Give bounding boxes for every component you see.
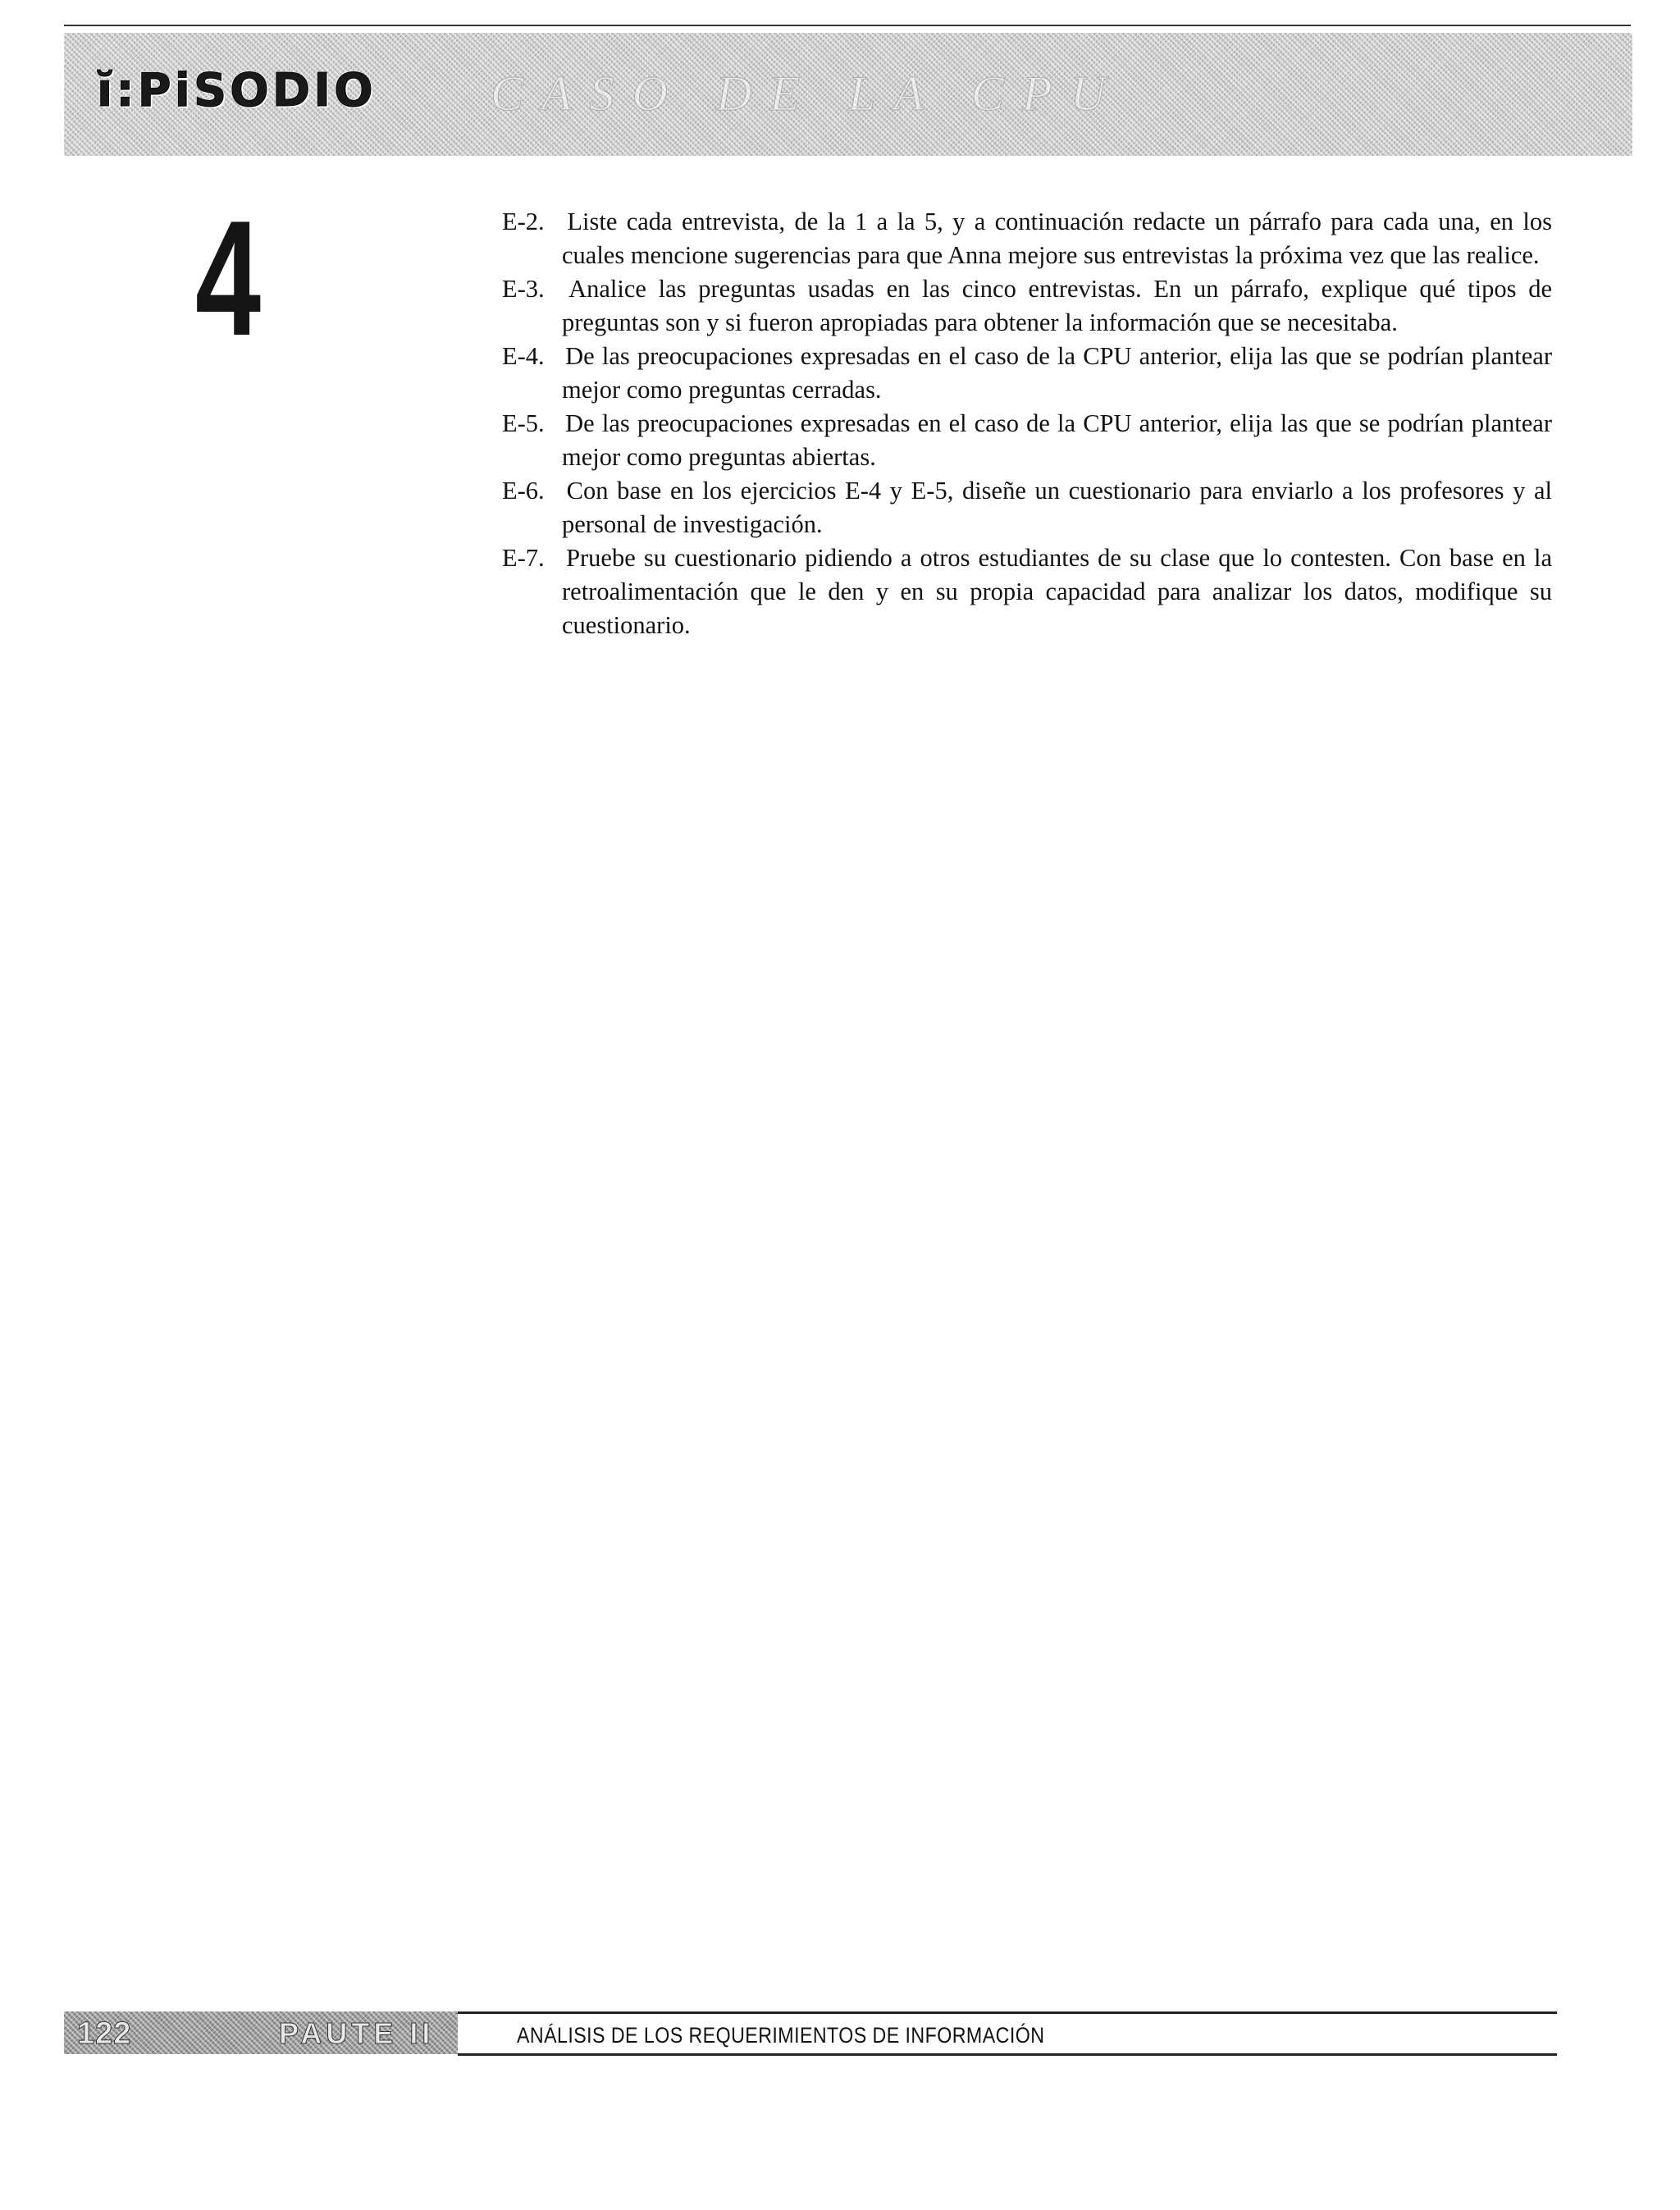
exercise-item [502, 541, 1552, 642]
exercise-code: E-7. [502, 544, 545, 572]
footer-section-title: ANÁLISIS DE LOS REQUERIMIENTOS DE INFORMACIÓN [517, 2023, 1045, 2048]
top-rule [64, 25, 1631, 26]
page-number: 122 [77, 2016, 132, 2051]
exercise-text: Pruebe su cuestionario pidiendo a otros estudiantes de su clase que lo contesten. Con base en la retroalimentación que le den y en su propia capacidad para analizar los datos, modifique su cuestionario. [562, 544, 1552, 639]
exercise-text: Analice las preguntas usadas en las cinco entrevistas. En un párrafo, explique qué tipos de preguntas son y si fueron apropiadas para obtener la información que se necesitaba. [562, 275, 1552, 336]
exercise-code: E-3. [502, 275, 545, 303]
exercise-text: Liste cada entrevista, de la 1 a la 5, y a continuación redacte un párrafo para cada una, en los cuales mencione sugerencias para que Anna mejore sus entrevistas la próxima vez que las realice. [562, 208, 1553, 269]
exercise-item [502, 340, 1552, 407]
exercise-list [502, 205, 1552, 642]
exercise-item [502, 407, 1552, 474]
footer-rule [458, 2011, 1557, 2014]
exercise-code: E-4. [502, 342, 545, 370]
exercise-code: E-2. [502, 208, 545, 235]
exercise-text: De las preocupaciones expresadas en el caso de la CPU anterior, elija las que se podrían plantear mejor como preguntas cerradas. [562, 342, 1553, 404]
episode-title: CASO DE LA CPU [491, 66, 1124, 121]
exercise-item [502, 272, 1552, 340]
episode-label: ĭ:PiSODIO [97, 64, 377, 117]
chapter-number: 4 [195, 187, 262, 370]
footer-band [64, 2011, 458, 2054]
part-label: PAUTE II [279, 2016, 435, 2050]
exercise-text: De las preocupaciones expresadas en el caso de la CPU anterior, elija las que se podrían plantear mejor como preguntas abiertas. [562, 409, 1553, 471]
exercise-item [502, 474, 1552, 541]
exercise-text: Con base en los ejercicios E-4 y E-5, diseñe un cuestionario para enviarlo a los profesores y al personal de investigación. [562, 477, 1553, 538]
exercise-code: E-6. [502, 477, 545, 505]
episode-header-band [64, 33, 1632, 156]
footer-rule [458, 2053, 1557, 2056]
exercise-item [502, 205, 1552, 272]
exercise-code: E-5. [502, 409, 545, 437]
